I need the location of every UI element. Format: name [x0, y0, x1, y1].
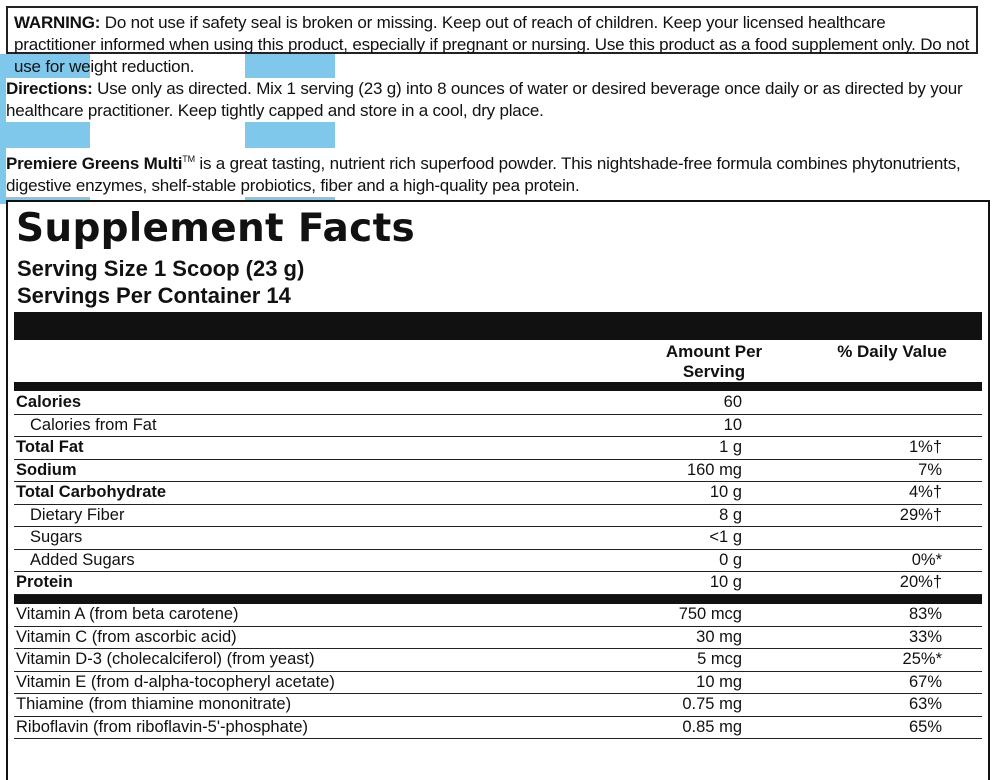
- nutrient-daily-value: 67%: [908, 672, 942, 691]
- nutrient-name: Vitamin A (from beta carotene): [16, 605, 239, 623]
- nutrient-name: Dietary Fiber: [30, 505, 125, 524]
- nutrient-name: Total Carbohydrate: [16, 483, 167, 501]
- nutrient-name: Vitamin D-3 (cholecalciferol) (from yeast): [16, 650, 315, 668]
- nutrient-amount: 160 mg: [686, 460, 742, 479]
- table-row: [14, 482, 982, 505]
- nutrient-amount: 0.85 mg: [682, 717, 742, 736]
- column-header-amount: Amount Per Serving: [665, 342, 763, 381]
- table-row: [14, 717, 982, 740]
- nutrient-daily-value: 33%: [908, 627, 942, 646]
- table-row: [14, 694, 982, 717]
- description-paragraph: [6, 148, 991, 197]
- nutrient-name: Added Sugars: [30, 550, 135, 569]
- nutrient-amount: 10 g: [709, 573, 742, 591]
- nutrient-amount: <1 g: [709, 528, 742, 546]
- nutrient-amount: 8 g: [719, 505, 742, 524]
- table-row: [14, 649, 982, 672]
- nutrient-daily-value: 83%: [908, 605, 942, 623]
- table-row: [14, 604, 982, 627]
- nutrient-daily-value: 20%†: [899, 573, 942, 591]
- nutrient-amount: 10 mg: [696, 672, 742, 691]
- directions-text: Use only as directed. Mix 1 serving (23 g) into 8 ounces of water or desired beverage once daily or as directed by your healthcare practitioner. Keep tightly capped and store in a cool, dry place.: [6, 79, 963, 120]
- directions-label: Directions:: [6, 79, 93, 98]
- nutrient-name: Sodium: [16, 460, 77, 479]
- table-row: [14, 415, 982, 438]
- nutrient-daily-value: 63%: [908, 695, 942, 713]
- nutrient-daily-value: 1%†: [908, 438, 942, 456]
- nutrient-name: Riboflavin (from riboflavin-5'-phosphate): [16, 717, 309, 736]
- nutrient-amount: 5 mcg: [697, 650, 742, 668]
- vitamins-table: [14, 604, 982, 739]
- nutrient-name: Vitamin E (from d-alpha-tocopheryl acetate): [16, 672, 335, 691]
- nutrient-name: Calories: [16, 393, 82, 411]
- nutrient-name: Vitamin C (from ascorbic acid): [16, 627, 237, 646]
- nutrient-amount: 0 g: [719, 550, 742, 569]
- table-row: [14, 527, 982, 550]
- table-row: [14, 550, 982, 573]
- divider-bar: [14, 382, 982, 391]
- warning-label: WARNING:: [14, 13, 101, 32]
- supplement-facts-panel: [6, 200, 990, 780]
- product-name: Premiere Greens Multi: [6, 153, 183, 173]
- nutrient-daily-value: 65%: [908, 717, 942, 736]
- macros-table: [14, 392, 982, 604]
- nutrient-amount: 60: [723, 393, 742, 411]
- nutrient-amount: 30 mg: [696, 627, 742, 646]
- nutrient-name: Protein: [16, 573, 73, 591]
- nutrient-name: Total Fat: [16, 438, 84, 456]
- nutrient-amount: 10: [723, 415, 742, 434]
- divider-bar: [14, 595, 982, 604]
- directions-paragraph: [6, 78, 991, 122]
- table-row: [14, 505, 982, 528]
- nutrient-name: Calories from Fat: [30, 415, 157, 434]
- header-bar: [14, 312, 982, 340]
- description-text: is a great tasting, nutrient rich superfood powder. This nightshade-free formula combines phytonutrients, digestive enzymes, shelf-stable probiotics, fiber and a high-quality pea protein.: [6, 153, 961, 195]
- nutrient-amount: 750 mcg: [678, 605, 742, 623]
- nutrient-daily-value: 25%*: [902, 650, 942, 668]
- serving-size: Serving Size 1 Scoop (23 g): [17, 256, 305, 281]
- table-row: [14, 572, 982, 595]
- warning-box: [6, 6, 978, 76]
- warning-text: Do not use if safety seal is broken or missing. Keep out of reach of children. Keep your licensed healthcare practitioner informed when using this product, especially if pregnant or nursing. Use this product as a food supplement only. Do not use for weight reduction.: [14, 13, 970, 76]
- nutrient-amount: 0.75 mg: [682, 695, 742, 713]
- table-row: [14, 627, 982, 650]
- column-header-daily-value: % Daily Value: [837, 342, 947, 361]
- nutrient-name: Thiamine (from thiamine mononitrate): [16, 695, 292, 713]
- table-row: [14, 460, 982, 483]
- nutrient-amount: 10 g: [709, 483, 742, 501]
- table-row: [14, 437, 982, 460]
- trademark-mark: TM: [182, 154, 195, 164]
- nutrient-amount: 1 g: [719, 438, 742, 456]
- servings-per-container: Servings Per Container 14: [17, 283, 291, 308]
- nutrient-daily-value: 29%†: [899, 505, 942, 524]
- table-row: [14, 672, 982, 695]
- nutrient-daily-value: 7%: [918, 460, 942, 479]
- nutrient-name: Sugars: [30, 528, 83, 546]
- nutrient-daily-value: 0%*: [911, 550, 942, 569]
- facts-title: Supplement Facts: [16, 206, 416, 251]
- nutrient-daily-value: 4%†: [908, 483, 942, 501]
- table-row: [14, 392, 982, 415]
